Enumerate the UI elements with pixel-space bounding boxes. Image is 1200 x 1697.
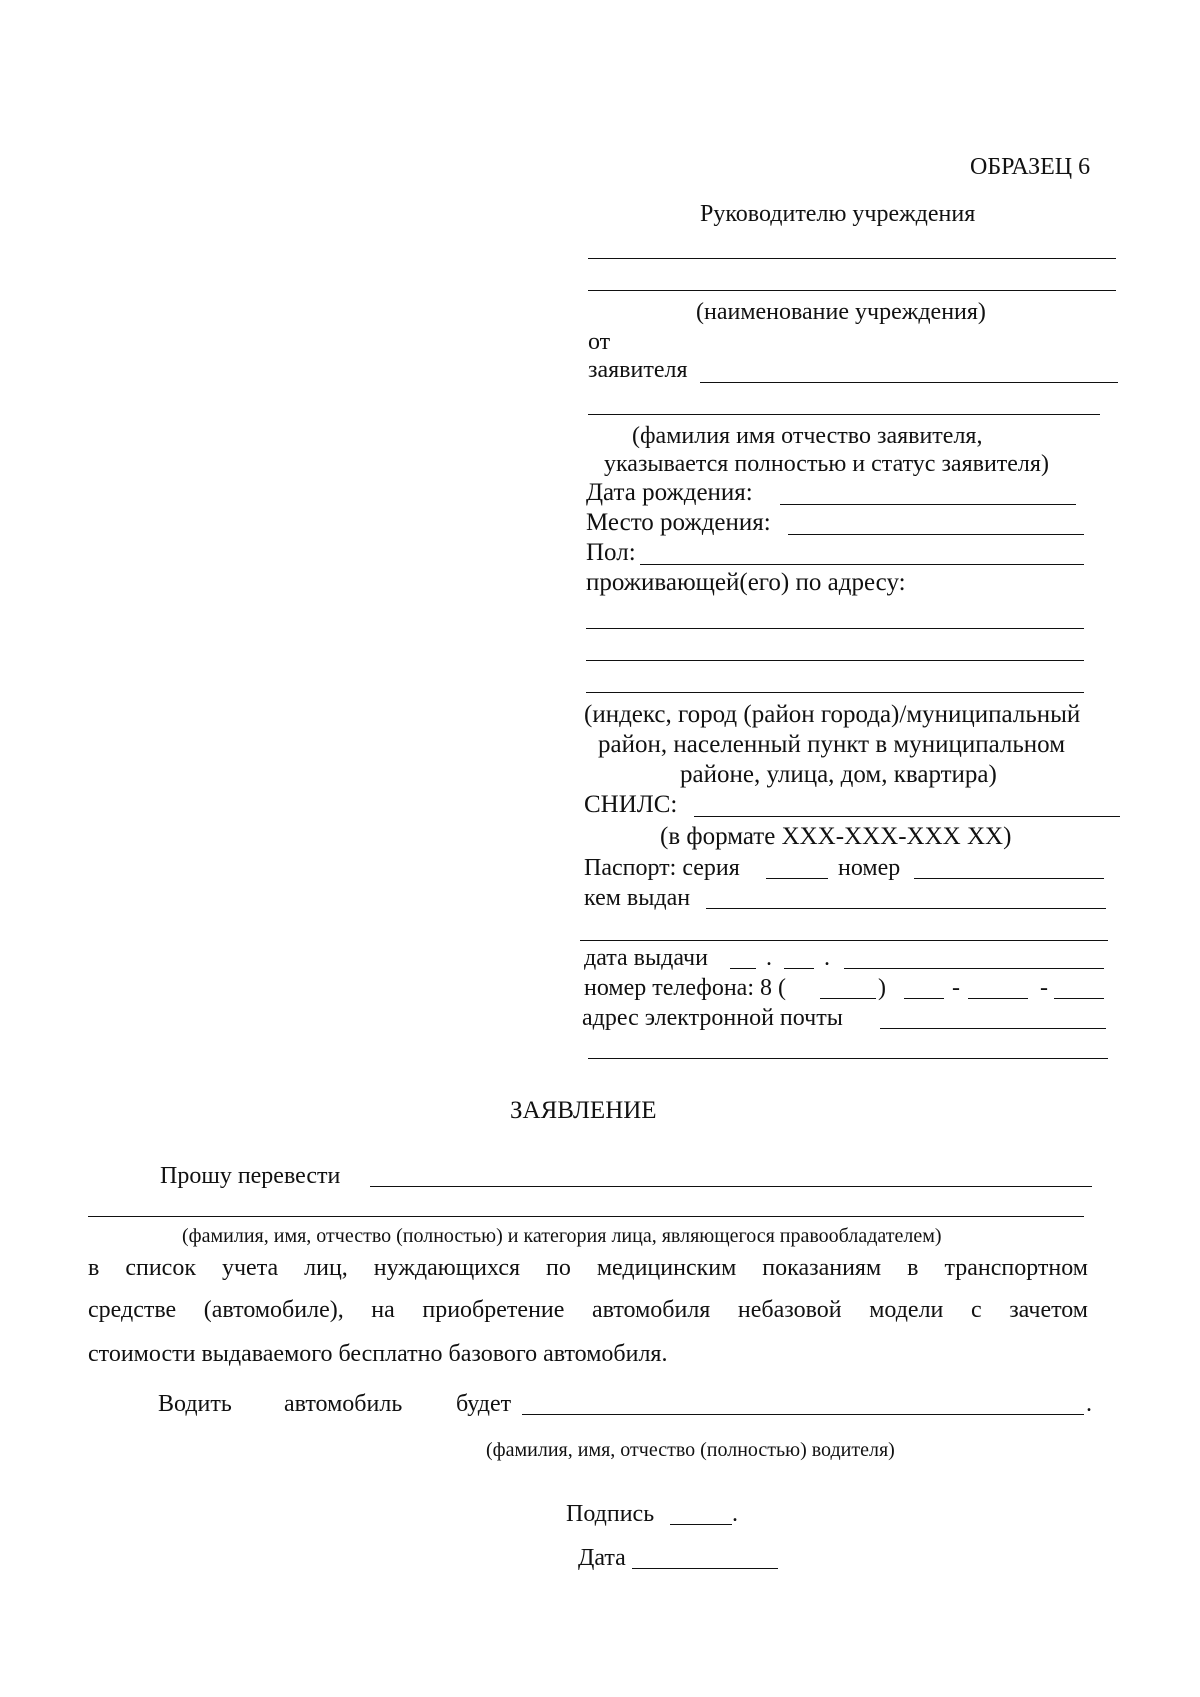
signature-line[interactable] bbox=[670, 1524, 732, 1525]
issue-year-line[interactable] bbox=[844, 968, 1104, 969]
applicant-hint-2: указывается полностью и статус заявителя) bbox=[604, 451, 1049, 477]
birth-date-label: Дата рождения: bbox=[586, 479, 753, 506]
applicant-label: заявителя bbox=[588, 357, 688, 383]
institution-hint: (наименование учреждения) bbox=[696, 299, 986, 325]
address-hint-2: район, населенный пункт в муниципальном bbox=[598, 731, 1066, 758]
phone-paren: ) bbox=[878, 975, 886, 1001]
address-line-3[interactable] bbox=[586, 692, 1084, 693]
issue-date-dot-2: . bbox=[824, 945, 830, 971]
driver-name-line[interactable] bbox=[522, 1414, 1084, 1415]
phone-part-1-line[interactable] bbox=[904, 998, 944, 999]
driver-hint: (фамилия, имя, отчество (полностью) водителя) bbox=[486, 1439, 895, 1461]
sex-label: Пол: bbox=[586, 539, 636, 566]
driver-word-3: будет bbox=[456, 1391, 512, 1417]
driver-word-1: Водить bbox=[158, 1391, 232, 1417]
passport-series-line[interactable] bbox=[766, 878, 828, 879]
paragraph-line-3: стоимости выдаваемого бесплатно базового автомобиля. bbox=[88, 1341, 668, 1367]
address-hint-3: районе, улица, дом, квартира) bbox=[680, 761, 997, 788]
issue-month-line[interactable] bbox=[784, 968, 814, 969]
paragraph-line-2: средстве (автомобиле), на приобретение автомобиля небазовой модели с зачетом bbox=[88, 1297, 1088, 1323]
applicant-name-line[interactable] bbox=[700, 382, 1118, 383]
email-line[interactable] bbox=[880, 1028, 1106, 1029]
issue-day-line[interactable] bbox=[730, 968, 756, 969]
birth-date-line[interactable] bbox=[780, 504, 1076, 505]
address-line-1[interactable] bbox=[586, 628, 1084, 629]
birth-place-label: Место рождения: bbox=[586, 509, 771, 536]
institution-line-2[interactable] bbox=[588, 290, 1116, 291]
phone-code-line[interactable] bbox=[820, 998, 876, 999]
institution-line-1[interactable] bbox=[588, 258, 1116, 259]
issue-date-label: дата выдачи bbox=[584, 945, 708, 971]
phone-label: номер телефона: 8 ( bbox=[584, 975, 786, 1001]
date-label: Дата bbox=[578, 1545, 626, 1571]
issued-by-label: кем выдан bbox=[584, 885, 691, 911]
paragraph-line-1: в список учета лиц, нуждающихся по медицинским показаниям в транспортном bbox=[88, 1255, 1088, 1281]
email-line-2[interactable] bbox=[588, 1058, 1108, 1059]
issued-by-line-2[interactable] bbox=[580, 940, 1108, 941]
request-label: Прошу перевести bbox=[160, 1163, 341, 1189]
passport-number-line[interactable] bbox=[914, 878, 1104, 879]
address-line-2[interactable] bbox=[586, 660, 1084, 661]
email-label: адрес электронной почты bbox=[582, 1005, 843, 1031]
addressee-label: Руководителю учреждения bbox=[700, 201, 976, 227]
snils-hint: (в формате XXX-XXX-XXX XX) bbox=[660, 823, 1012, 850]
request-person-line-2[interactable] bbox=[88, 1216, 1084, 1217]
driver-word-2: автомобиль bbox=[284, 1391, 403, 1417]
applicant-hint-1: (фамилия имя отчество заявителя, bbox=[632, 423, 983, 449]
applicant-name-line-2[interactable] bbox=[588, 414, 1100, 415]
passport-number-label: номер bbox=[838, 855, 901, 881]
driver-end: . bbox=[1086, 1391, 1092, 1417]
from-label: от bbox=[588, 329, 611, 355]
date-line[interactable] bbox=[632, 1568, 778, 1569]
sample-label: ОБРАЗЕЦ 6 bbox=[970, 154, 1091, 180]
signature-end: . bbox=[732, 1501, 738, 1527]
phone-part-2-line[interactable] bbox=[968, 998, 1028, 999]
passport-series-label: Паспорт: серия bbox=[584, 855, 740, 881]
phone-dash-1: - bbox=[952, 975, 960, 1001]
phone-dash-2: - bbox=[1040, 975, 1048, 1001]
birth-place-line[interactable] bbox=[788, 534, 1084, 535]
signature-label: Подпись bbox=[566, 1501, 655, 1527]
snils-line[interactable] bbox=[694, 816, 1120, 817]
address-hint-1: (индекс, город (район города)/муниципальный bbox=[584, 701, 1081, 728]
person-hint: (фамилия, имя, отчество (полностью) и категория лица, являющегося правообладателем) bbox=[182, 1225, 942, 1247]
snils-label: СНИЛС: bbox=[584, 791, 678, 818]
document-title: ЗАЯВЛЕНИЕ bbox=[510, 1097, 657, 1124]
issue-date-dot-1: . bbox=[766, 945, 772, 971]
issued-by-line[interactable] bbox=[706, 908, 1106, 909]
request-person-line[interactable] bbox=[370, 1186, 1092, 1187]
address-label: проживающей(его) по адресу: bbox=[586, 569, 906, 596]
sex-line[interactable] bbox=[640, 564, 1084, 565]
phone-part-3-line[interactable] bbox=[1054, 998, 1104, 999]
